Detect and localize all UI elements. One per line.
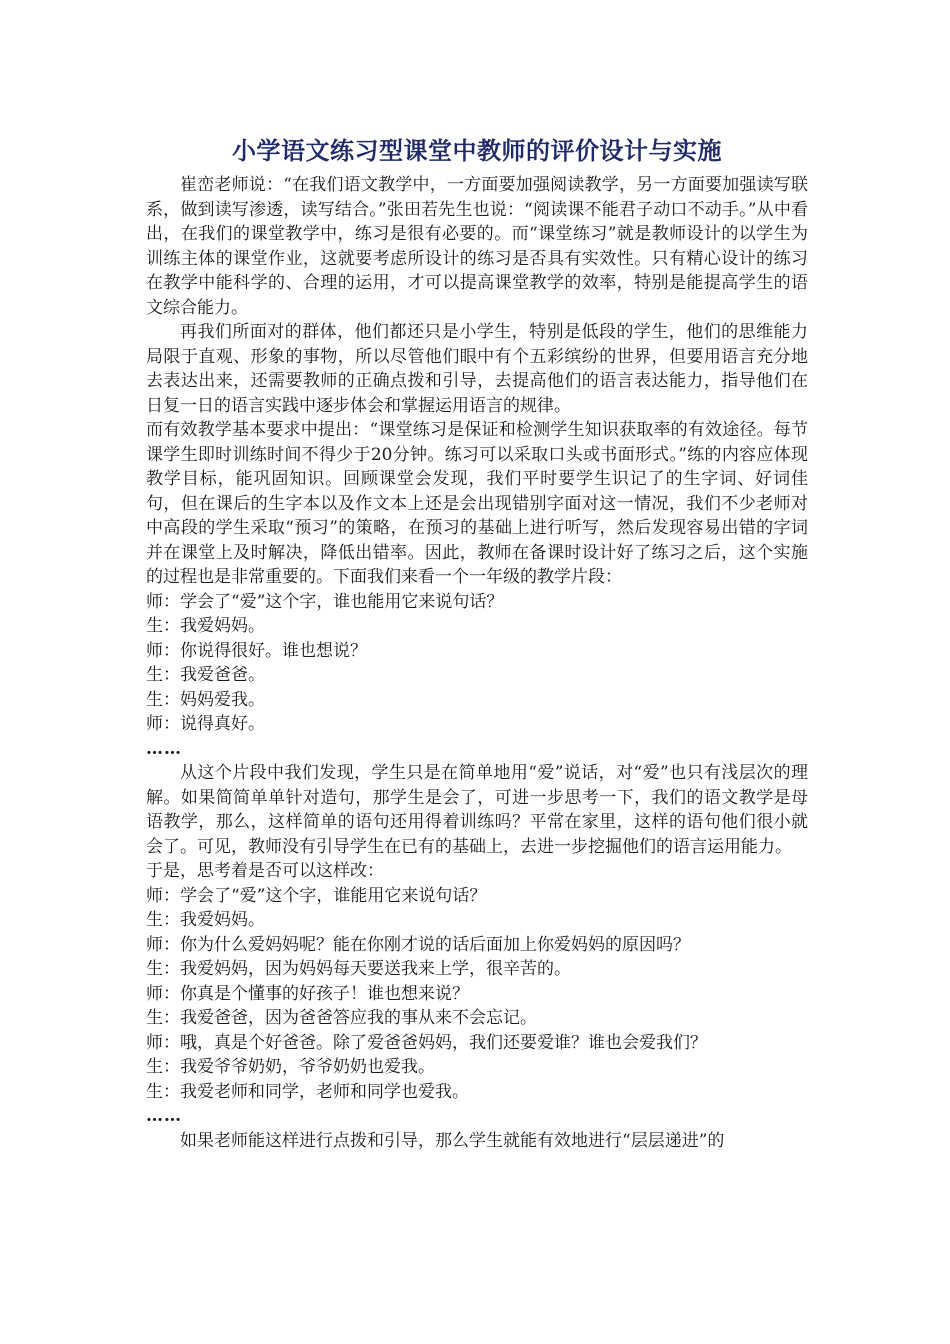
dialogue-line: 师：哦，真是个好爸爸。除了爱爸爸妈妈，我们还要爱谁？谁也会爱我们？ [146, 1032, 707, 1053]
dialogue-excerpt-2 [146, 884, 808, 1129]
document-page [146, 133, 808, 1153]
document-title: 小学语文练习型课堂中教师的评价设计与实施 [232, 136, 722, 165]
dialogue-line: 生：我爱妈妈。 [146, 616, 265, 636]
ellipsis-marker: …… [146, 1106, 182, 1126]
dialogue-line: 生：我爱妈妈，因为妈妈每天要送我来上学，很辛苦的。 [146, 959, 571, 979]
dialogue-line: 生：我爱妈妈。 [146, 910, 265, 930]
dialogue-line: 师：你说得很好。谁也想说？ [146, 640, 367, 661]
dialogue-line: 师：你为什么爱妈妈呢？能在你刚才说的话后面加上你爱妈妈的原因吗？ [146, 934, 690, 955]
paragraph-requirements: 而有效教学基本要求中提出：“课堂练习是保证和检测学生知识获取率的有效途径。每节课学生即时训练时间不得少于20分钟。练习可以采取口头或书面形式。”练的内容应体现教学目标，能巩固知识。回顾课堂会发现，我们平时要学生识记了的生字词、好词佳句，但在课后的生字本以及作文本上还是会出现错别字面对这一情况，我们不少老师对中高段的学生采取“预习”的策略，在预习的基础上进行听写，然后发现容易出错的字词并在课堂上及时解决，降低出错率。因此，教师在备课时设计好了练习之后，这个实施的过程也是非常重要的。下面我们来看一个一年级的教学片段： [146, 420, 808, 587]
paragraph-students: 再我们所面对的群体，他们都还只是小学生，特别是低段的学生，他们的思维能力局限于直观、形象的事物，所以尽管他们眼中有个五彩缤纷的世界，但要用语言充分地去表达出来，还需要教师的正确点拨和引导，去提高他们的语言表达能力，指导他们在日复一日的语言实践中逐步体会和掌握运用语言的规律。 [146, 322, 808, 416]
paragraph-analysis: 从这个片段中我们发现，学生只是在简单地用“爱”说话，对“爱”也只有浅层次的理解。如果简简单单针对造句，那学生是会了，可进一步思考一下，我们的语文教学是母语教学，那么，这样简单的语句还用得着训练吗？平常在家里，这样的语句他们很小就会了。可见，教师没有引导学生在已有的基础上，去进一步挖掘他们的语言运用能力。 [146, 763, 808, 857]
paragraph-conclusion: 如果老师能这样进行点拨和引导，那么学生就能有效地进行“层层递进”的 [180, 1130, 725, 1151]
dialogue-line: 生：我爱爸爸，因为爸爸答应我的事从来不会忘记。 [146, 1008, 537, 1028]
dialogue-line: 生：我爱爷爷奶奶，爷爷奶奶也爱我。 [146, 1057, 435, 1077]
dialogue-excerpt-1 [146, 590, 808, 762]
dialogue-line: 师：说得真好。 [146, 714, 265, 734]
dialogue-line: 生：我爱老师和同学，老师和同学也爱我。 [146, 1081, 469, 1102]
paragraph-revision-intro: 于是，思考着是否可以这样改： [146, 861, 384, 881]
dialogue-line: 生：我爱爸爸。 [146, 665, 265, 685]
dialogue-line: 师：学会了“爱”这个字，谁能用它来说句话？ [146, 885, 487, 906]
dialogue-line: 师：你真是个懂事的好孩子！谁也想来说？ [146, 983, 469, 1004]
paragraph-intro: 崔峦老师说：“在我们语文教学中，一方面要加强阅读教学，另一方面要加强读写联系，做到读写渗透，读写结合。”张田若先生也说：“阅读课不能君子动口不动手。”从中看出，在我们的课堂教学中，练习是很有必要的。而“课堂练习”就是教师设计的以学生为训练主体的课堂作业，这就要考虑所设计的练习是否具有实效性。只有精心设计的练习在教学中能科学的、合理的运用，才可以提高课堂教学的效率，特别是能提高学生的语文综合能力。 [146, 175, 808, 318]
ellipsis-marker: …… [146, 738, 182, 759]
dialogue-line: 师：学会了“爱”这个字，谁也能用它来说句话？ [146, 591, 504, 612]
dialogue-line: 生：妈妈爱我。 [146, 689, 265, 710]
